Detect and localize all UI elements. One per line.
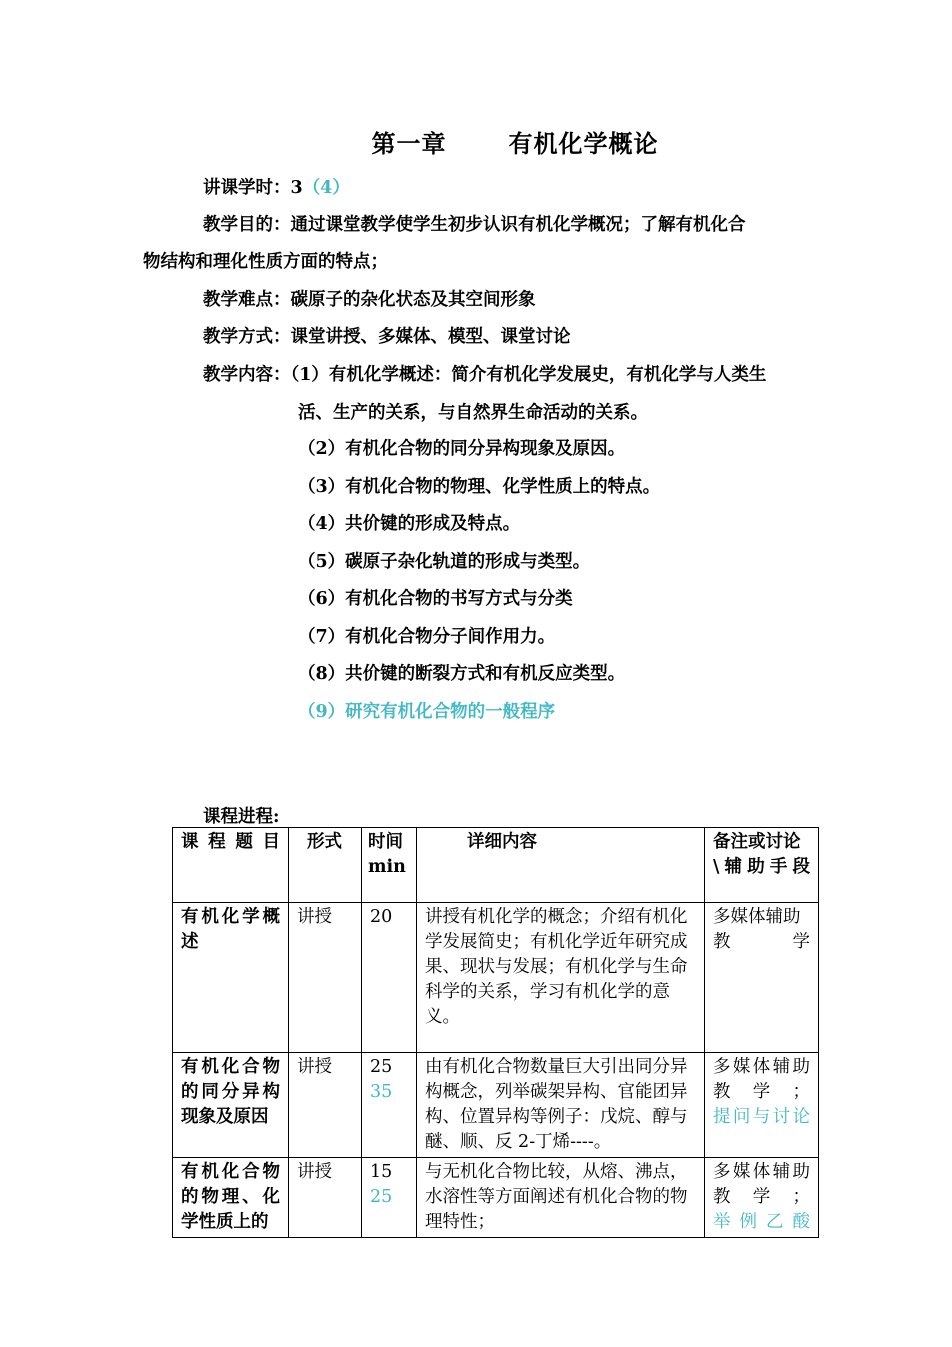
row-time-value: 25 [370,1057,393,1077]
row-details: 讲授有机化学的概念；介绍有机化学发展简史；有机化学近年研究成果、现状与发展；有机化学与生命科学的关系，学习有机化学的意义。 [417,903,705,1053]
purpose-line-2 [143,248,388,273]
row-topic: 有机化学概述 [173,903,289,1053]
content-item: （2）有机化合物的同分异构现象及原因。 [298,439,626,459]
table-header-row [173,828,819,903]
header-time: 时间 min [362,828,417,903]
row-time [362,1053,417,1158]
purpose-label: 教学目的： [203,215,291,235]
header-notes: 备注或讨论\辅助手段 [705,828,819,903]
row-notes [705,1053,819,1158]
hours-label: 讲课学时： [203,178,291,198]
row-details: 由有机化合物数量巨大引出同分异构概念，列举碳架异构、官能团异构、位置异构等例子：戊烷、醇与醚、顺、反 2-丁烯----。 [417,1053,705,1158]
header-form: 形式 [289,828,362,903]
content-item: （7）有机化合物分子间作用力。 [298,627,556,647]
table-row [173,903,819,1053]
content-item: （5）碳原子杂化轨道的形成与类型。 [298,552,591,572]
hours-alt: （4） [302,178,350,198]
content-item: （6）有机化合物的书写方式与分类 [298,589,573,609]
header-details: 详细内容 [417,828,705,903]
content-item: （4）共价键的形成及特点。 [298,514,521,534]
content-label: 教学内容： [203,365,291,385]
row-notes-alt: 提问与讨论 [713,1107,810,1127]
row-notes: 多媒体辅助教学 [705,903,819,1053]
chapter-title [0,124,952,159]
row-notes-text: 多媒体辅助教学； [713,1057,810,1102]
chapter-number: 第一章 [371,129,447,158]
row-time [362,903,417,1053]
content-line [203,361,766,386]
difficulty-label: 教学难点： [203,290,291,310]
method-label: 教学方式： [203,327,291,347]
content-item: （3）有机化合物的物理、化学性质上的特点。 [298,477,661,497]
row-topic: 有机化合物的同分异构现象及原因 [173,1053,289,1158]
header-topic: 课程题目 [173,828,289,903]
hours-value: 3 [290,178,303,198]
row-form: 讲授 [289,1158,362,1238]
row-time-value: 20 [370,907,393,927]
purpose-line [203,211,746,236]
row-details: 与无机化合物比较，从熔、沸点，水溶性等方面阐述有机化合物的物理特性； [417,1158,705,1238]
table-row [173,1158,819,1238]
content-item: 活、生产的关系，与自然界生命活动的关系。 [298,403,648,423]
table-row [173,1053,819,1158]
row-time-alt: 35 [370,1082,393,1102]
row-time [362,1158,417,1238]
schedule-label: 课程进程: [203,807,280,827]
row-form: 讲授 [289,903,362,1053]
chapter-name: 有机化学概论 [508,129,659,158]
difficulty-line [203,286,536,311]
row-time-alt: 25 [370,1187,393,1207]
row-topic: 有机化合物的物理、化学性质上的 [173,1158,289,1238]
content-item: （1）有机化学概述：简介有机化学发展史，有机化学与人类生 [290,365,767,385]
row-time-value: 15 [370,1162,393,1182]
content-item: （9）研究有机化合物的一般程序 [298,702,556,722]
purpose-text-cont: 物结构和理化性质方面的特点； [143,252,388,272]
row-notes-alt: 举例乙酸 [713,1212,810,1232]
row-notes [705,1158,819,1238]
method-line [203,323,571,348]
content-item: （8）共价键的断裂方式和有机反应类型。 [298,664,626,684]
schedule-table [172,827,819,1238]
hours-line [203,174,350,199]
row-form: 讲授 [289,1053,362,1158]
row-notes-text: 多媒体辅助教学； [713,1162,810,1207]
difficulty-text: 碳原子的杂化状态及其空间形象 [290,290,536,310]
method-text: 课堂讲授、多媒体、模型、课堂讨论 [290,327,571,347]
purpose-text: 通过课堂教学使学生初步认识有机化学概况；了解有机化合 [290,215,746,235]
